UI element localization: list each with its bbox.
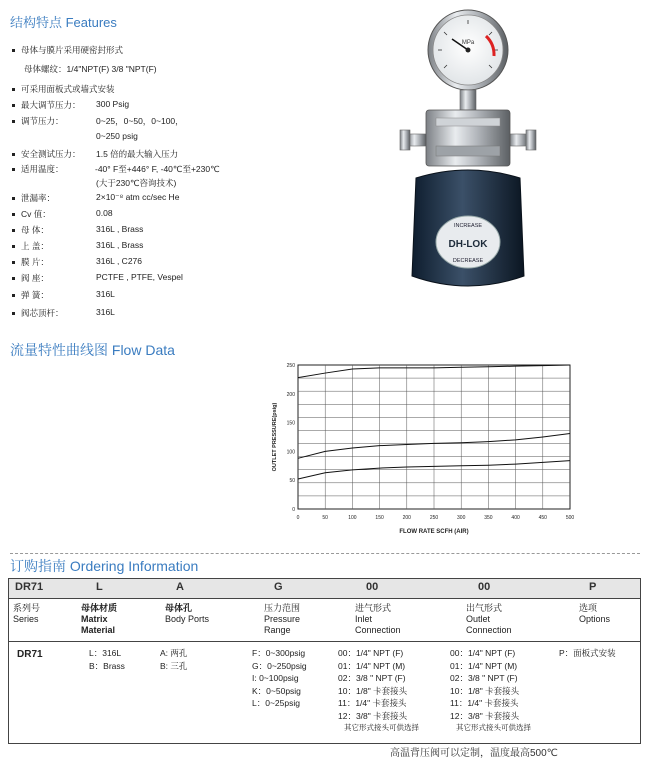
bullet-icon: [12, 49, 15, 52]
feature-value: (大于230℃咨询技术): [96, 178, 177, 188]
feature-label: 膜 片：: [21, 257, 49, 267]
feature-value: 1.5 倍的最大输入压力: [96, 149, 179, 159]
features-title: 结构特点 Features: [10, 15, 117, 30]
x-tick-label: 100: [348, 515, 357, 521]
code-pressure: G: [274, 581, 283, 593]
feature-value: 0.08: [96, 208, 113, 218]
feature-label: 调节压力：: [21, 116, 64, 126]
header-outlet: 出气形式 Outlet Connection: [466, 603, 512, 635]
bullet-icon: [12, 245, 15, 248]
feature-label: 母体与膜片采用硬密封形式: [21, 45, 124, 55]
pressure-option: F：0~300psig: [252, 648, 306, 658]
feature-value: 316L: [96, 307, 115, 317]
x-axis-label: FLOW RATE SCFH (AIR): [399, 529, 469, 535]
x-tick-label: 200: [402, 515, 411, 521]
bullet-icon: [12, 294, 15, 297]
feature-value: 316L: [96, 289, 115, 299]
y-tick-label: 200: [286, 391, 295, 398]
ordering-title-rule: [10, 553, 640, 554]
outlet-options: [450, 647, 531, 735]
ordering-table: [8, 578, 641, 744]
feature-row: [12, 83, 115, 95]
y-axis-label: OUTLET PRESSURE(psig): [272, 402, 278, 472]
inlet-option: 01：1/4" NPT (M): [338, 660, 406, 671]
gauge-unit: MPa: [461, 40, 475, 46]
series-value: DR71: [17, 649, 43, 660]
inlet-option: 其它形式接头可供选择: [344, 723, 419, 732]
code-inlet: 00: [366, 581, 379, 593]
outlet-option: 11：1/4" 卡套接头: [450, 698, 519, 708]
bullet-icon: [12, 213, 15, 216]
feature-row: [12, 240, 144, 252]
ports-options: [160, 647, 187, 672]
feature-label: 母 体：: [21, 225, 49, 235]
inlet-option: 12：3/8" 卡套接头: [338, 710, 408, 721]
bullet-icon: [12, 153, 15, 156]
ports-option: A: 两孔: [160, 648, 188, 658]
outlet-option: 其它形式接头可供选择: [456, 723, 531, 732]
x-tick-label: 150: [375, 515, 384, 521]
x-tick-label: 50: [322, 515, 328, 521]
code-outlet: 00: [478, 581, 491, 593]
bullet-icon: [12, 261, 15, 264]
y-tick-label: 150: [286, 420, 295, 427]
outlet-option: 02：3/8 " NPT (F): [450, 673, 518, 683]
feature-row: [12, 289, 115, 301]
feature-label: 适用温度：: [21, 164, 64, 174]
bullet-icon: [12, 104, 15, 107]
pressure-options: [252, 647, 307, 710]
feature-row: [12, 99, 130, 111]
flow-title: 流量特性曲线图 Flow Data: [10, 342, 175, 358]
pressure-option: K：0~50psig: [252, 685, 301, 696]
bullet-icon: [12, 168, 15, 171]
code-material: L: [96, 581, 103, 593]
feature-label: 阀 座：: [21, 273, 49, 283]
inlet-options: [338, 647, 419, 735]
outlet-option: 01：1/4" NPT (M): [450, 660, 518, 671]
feature-label: 最大调节压力：: [21, 100, 81, 110]
material-option: B：Brass: [89, 660, 125, 671]
bullet-icon: [12, 229, 15, 232]
feature-row: [12, 192, 180, 204]
feature-row: [12, 256, 142, 268]
bullet-icon: [12, 88, 15, 91]
custom-note: 高温背压阀可以定制，温度最高500℃: [390, 748, 558, 759]
x-tick-label: 450: [538, 515, 547, 521]
pressure-option: G：0~250psig: [252, 660, 307, 671]
y-tick-label: 0: [292, 507, 295, 513]
code-row: [9, 579, 640, 599]
header-inlet: 进气形式 Inlet Connection: [355, 603, 401, 635]
outlet-option: 00：1/4" NPT (F): [450, 648, 516, 658]
inlet-option: 00：1/4" NPT (F): [338, 648, 404, 658]
knob-increase-label: INCREASE: [453, 223, 483, 229]
feature-row: [12, 224, 144, 236]
feature-row: [12, 148, 179, 160]
feature-row: [12, 115, 184, 127]
x-tick-label: 400: [511, 515, 520, 521]
x-tick-label: 0: [296, 515, 300, 521]
bullet-icon: [12, 120, 15, 123]
feature-label: 母体螺纹：1/4"NPT(F) 3/8 "NPT(F): [24, 64, 157, 74]
feature-label: 泄漏率：: [21, 193, 56, 203]
feature-value: PCTFE , PTFE, Vespel: [96, 272, 183, 282]
feature-label: 安全测试压力：: [21, 149, 81, 159]
code-ports: A: [176, 581, 184, 593]
feature-row: [96, 177, 176, 189]
code-options: P: [589, 581, 597, 593]
pressure-option: L：0~25psig: [252, 698, 300, 708]
code-series: DR71: [15, 581, 44, 593]
material-options: [89, 647, 125, 672]
inlet-option: 10：1/8" 卡套接头: [338, 685, 408, 696]
y-tick-label: 50: [289, 478, 295, 485]
feature-row: [96, 131, 138, 141]
y-tick-label: 100: [286, 449, 295, 456]
outlet-option: 10：1/8" 卡套接头: [450, 685, 520, 696]
feature-value: 316L , Brass: [96, 240, 144, 250]
x-tick-label: 500: [565, 515, 575, 521]
ordering-title: 订购指南 Ordering Information: [10, 558, 199, 574]
feature-value: 316L , Brass: [96, 224, 144, 234]
material-option: L：316L: [89, 648, 122, 658]
feature-label: 上 盖：: [21, 241, 49, 251]
feature-label: 可采用面板式或墙式安装: [21, 84, 115, 94]
options-option: P：面板式安装: [559, 648, 616, 658]
feature-label: Cv 值：: [21, 209, 51, 219]
feature-row: [12, 208, 113, 220]
feature-value: 0~25，0~50，0~100，: [96, 116, 184, 126]
feature-value: 300 Psig: [96, 99, 130, 109]
feature-row: [12, 307, 115, 319]
table-divider: [9, 641, 640, 642]
inlet-option: 02：3/8 " NPT (F): [338, 673, 406, 683]
ports-option: B: 三孔: [160, 660, 188, 671]
x-tick-label: 300: [457, 515, 466, 521]
header-pressure: 压力范围 Pressure Range: [264, 603, 301, 635]
bullet-icon: [12, 312, 15, 315]
feature-label: 阀芯顶杆：: [21, 308, 64, 318]
knob-brand-label: DH-LOK: [448, 239, 488, 250]
feature-row: [12, 272, 183, 284]
feature-value: 0~250 psig: [96, 131, 138, 141]
outlet-option: 12：3/8" 卡套接头: [450, 710, 520, 721]
y-tick-label: 250: [286, 363, 295, 369]
header-series: 系列号 Series: [13, 603, 41, 624]
feature-row: [12, 163, 220, 175]
bullet-icon: [12, 277, 15, 280]
feature-value: -40° F至+446° F, -40℃至+230℃: [95, 164, 220, 174]
header-material: 母体材质 Matrix Material: [81, 603, 118, 635]
feature-row: [12, 44, 123, 56]
header-ports: 母体孔 Body Ports: [165, 603, 210, 624]
bullet-icon: [12, 197, 15, 200]
options-options: [559, 647, 616, 660]
x-tick-label: 250: [429, 515, 439, 521]
flow-chart: [268, 360, 578, 535]
header-options: 选项 Options: [579, 603, 611, 624]
feature-value: 2×10⁻⁸ atm cc/sec He: [96, 192, 180, 202]
feature-value: 316L , C276: [96, 256, 142, 266]
regulator-image: [386, 6, 556, 302]
knob-decrease-label: DECREASE: [452, 258, 484, 264]
x-tick-label: 350: [484, 515, 493, 521]
feature-row: [24, 63, 157, 75]
feature-label: 弹 簧：: [21, 290, 49, 300]
inlet-option: 11：1/4" 卡套接头: [338, 698, 407, 708]
pressure-option: I: 0~100psig: [252, 673, 299, 683]
